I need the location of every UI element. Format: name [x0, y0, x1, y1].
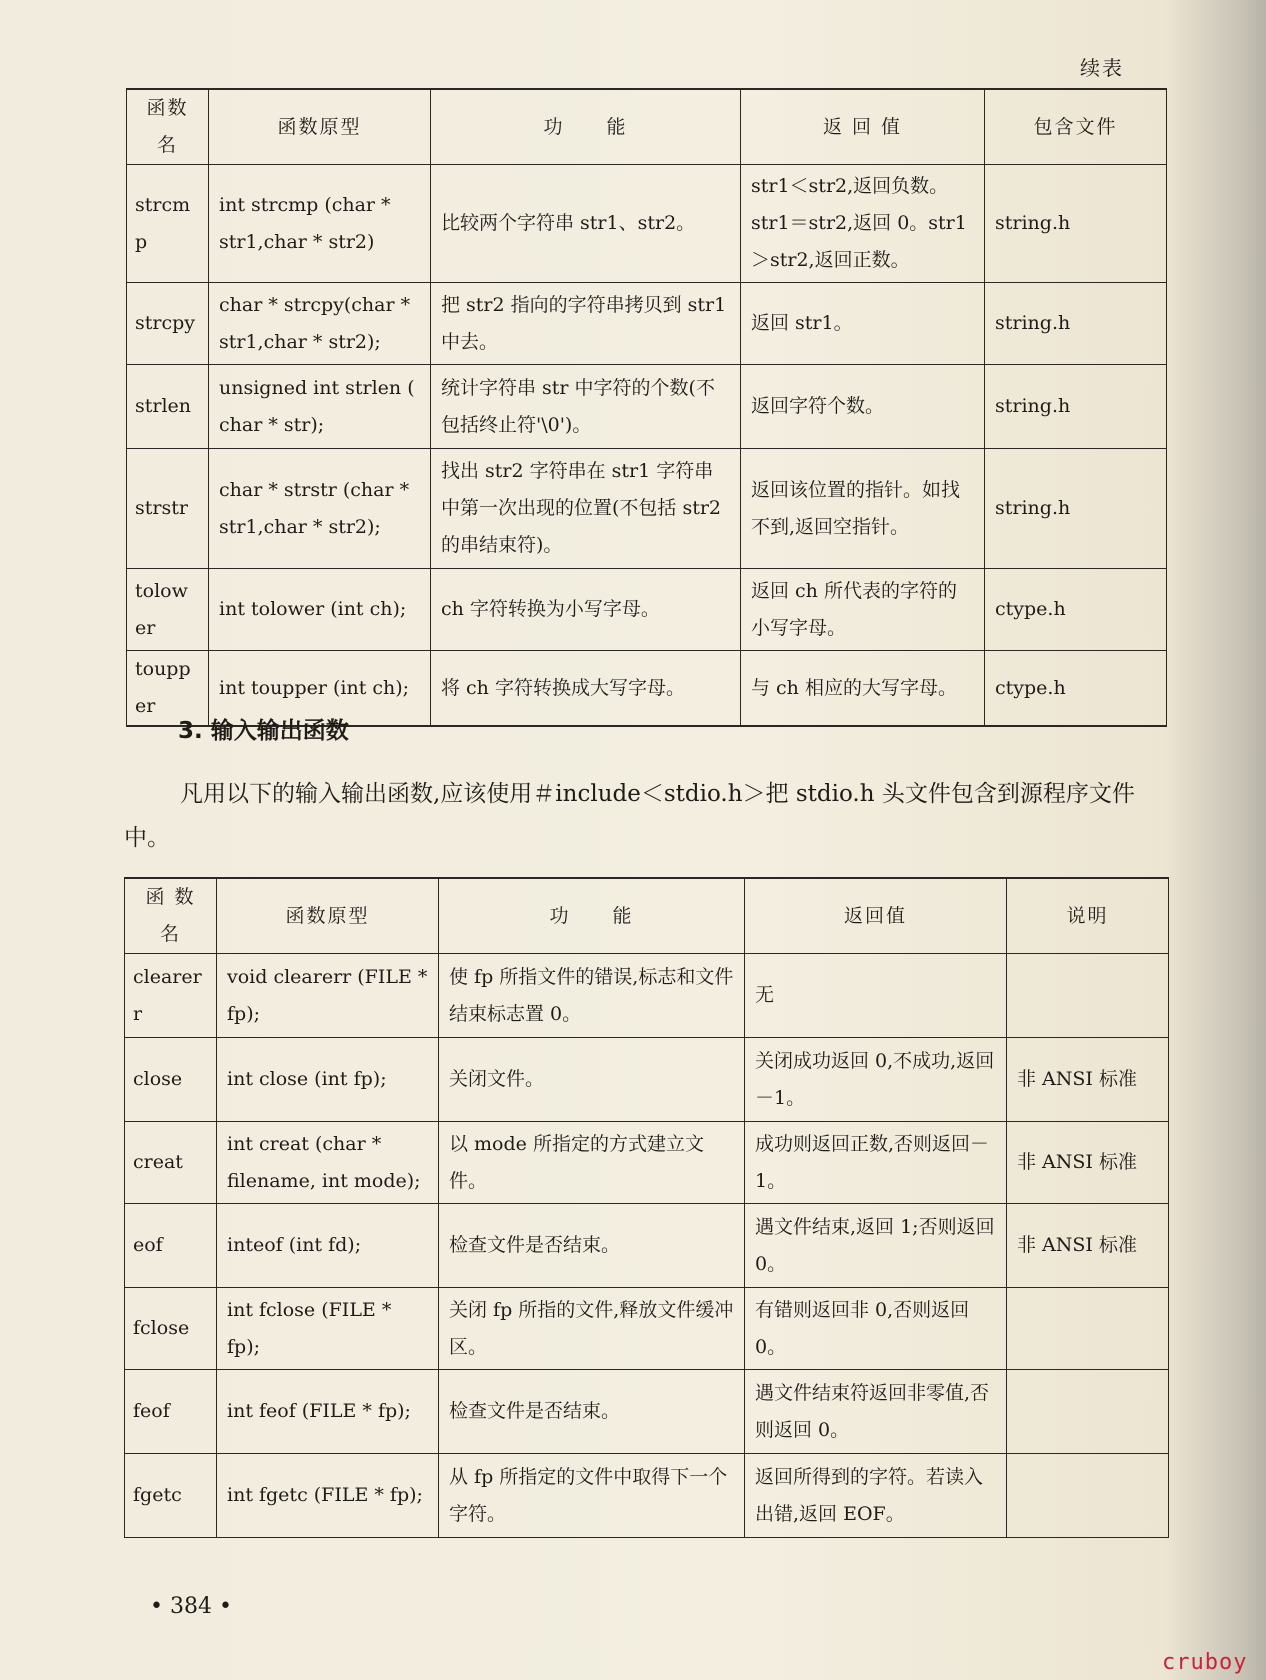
- table-row: [127, 283, 1167, 365]
- page-number: • 384 •: [150, 1594, 232, 1619]
- function-returns: 无: [745, 954, 1007, 1038]
- function-include: ctype.h: [985, 569, 1167, 651]
- table-row: [125, 1122, 1169, 1204]
- table-row: [127, 165, 1167, 283]
- function-description: ch 字符转换为小写字母。: [431, 569, 741, 651]
- function-note: 非 ANSI 标准: [1007, 1122, 1169, 1204]
- header-name: 函数名: [127, 89, 209, 165]
- function-returns: 与 ch 相应的大写字母。: [741, 651, 985, 727]
- function-include: ctype.h: [985, 651, 1167, 727]
- function-note: [1007, 1370, 1169, 1454]
- function-description: 将 ch 字符转换成大写字母。: [431, 651, 741, 727]
- header-note: 说明: [1007, 878, 1169, 954]
- header-name: 函 数 名: [125, 878, 217, 954]
- table-row: [125, 1038, 1169, 1122]
- function-note: [1007, 1288, 1169, 1370]
- watermark: cruboy: [1162, 1650, 1248, 1675]
- function-name: creat: [125, 1122, 217, 1204]
- function-description: 比较两个字符串 str1、str2。: [431, 165, 741, 283]
- table-row: [127, 365, 1167, 449]
- function-returns: 关闭成功返回 0,不成功,返回－1。: [745, 1038, 1007, 1122]
- function-prototype: unsigned int strlen ( char * str);: [209, 365, 431, 449]
- function-name: feof: [125, 1370, 217, 1454]
- function-note: [1007, 1454, 1169, 1538]
- function-include: string.h: [985, 283, 1167, 365]
- function-description: 找出 str2 字符串在 str1 字符串中第一次出现的位置(不包括 str2 的串结束符)。: [431, 449, 741, 569]
- table-row: [125, 1204, 1169, 1288]
- table-row: [125, 1370, 1169, 1454]
- function-prototype: char * strcpy(char * str1,char * str2);: [209, 283, 431, 365]
- function-name: fgetc: [125, 1454, 217, 1538]
- header-function: 功 能: [431, 89, 741, 165]
- table-row: [127, 449, 1167, 569]
- io-functions-table: [124, 877, 1169, 1538]
- function-prototype: int fgetc (FILE * fp);: [217, 1454, 439, 1538]
- function-name: strcpy: [127, 283, 209, 365]
- section-heading: 3. 输入输出函数: [178, 718, 349, 744]
- header-prototype: 函数原型: [209, 89, 431, 165]
- function-prototype: int creat (char * filename, int mode);: [217, 1122, 439, 1204]
- function-description: 检查文件是否结束。: [439, 1204, 745, 1288]
- function-prototype: int tolower (int ch);: [209, 569, 431, 651]
- function-returns: 有错则返回非 0,否则返回 0。: [745, 1288, 1007, 1370]
- function-returns: 返回该位置的指针。如找不到,返回空指针。: [741, 449, 985, 569]
- function-prototype: int toupper (int ch);: [209, 651, 431, 727]
- function-description: 使 fp 所指文件的错误,标志和文件结束标志置 0。: [439, 954, 745, 1038]
- function-description: 统计字符串 str 中字符的个数(不包括终止符'\0')。: [431, 365, 741, 449]
- function-name: tolower: [127, 569, 209, 651]
- header-prototype: 函数原型: [217, 878, 439, 954]
- function-prototype: int feof (FILE * fp);: [217, 1370, 439, 1454]
- function-name: strlen: [127, 365, 209, 449]
- table-row: [125, 1288, 1169, 1370]
- header-function: 功 能: [439, 878, 745, 954]
- function-description: 以 mode 所指定的方式建立文件。: [439, 1122, 745, 1204]
- function-description: 关闭文件。: [439, 1038, 745, 1122]
- function-returns: 成功则返回正数,否则返回－1。: [745, 1122, 1007, 1204]
- function-returns: 遇文件结束符返回非零值,否则返回 0。: [745, 1370, 1007, 1454]
- function-returns: 返回 str1。: [741, 283, 985, 365]
- function-prototype: int strcmp (char * str1,char * str2): [209, 165, 431, 283]
- function-name: clearerr: [125, 954, 217, 1038]
- function-description: 从 fp 所指定的文件中取得下一个字符。: [439, 1454, 745, 1538]
- function-returns: 返回 ch 所代表的字符的小写字母。: [741, 569, 985, 651]
- function-prototype: inteof (int fd);: [217, 1204, 439, 1288]
- table-row: [125, 1454, 1169, 1538]
- table-row: [125, 954, 1169, 1038]
- function-include: string.h: [985, 365, 1167, 449]
- table-header-row: [127, 89, 1167, 165]
- function-name: eof: [125, 1204, 217, 1288]
- function-name: close: [125, 1038, 217, 1122]
- table-row: [127, 569, 1167, 651]
- running-head: 续表: [1080, 56, 1124, 80]
- string-functions-table: [126, 88, 1167, 727]
- function-name: strcmp: [127, 165, 209, 283]
- function-returns: str1＜str2,返回负数。str1＝str2,返回 0。str1＞str2,返回正数。: [741, 165, 985, 283]
- function-prototype: void clearerr (FILE * fp);: [217, 954, 439, 1038]
- table-header-row: [125, 878, 1169, 954]
- header-returns: 返 回 值: [741, 89, 985, 165]
- function-returns: 返回所得到的字符。若读入出错,返回 EOF。: [745, 1454, 1007, 1538]
- header-returns: 返回值: [745, 878, 1007, 954]
- function-include: string.h: [985, 165, 1167, 283]
- function-note: 非 ANSI 标准: [1007, 1038, 1169, 1122]
- function-returns: 遇文件结束,返回 1;否则返回 0。: [745, 1204, 1007, 1288]
- function-prototype: char * strstr (char * str1,char * str2);: [209, 449, 431, 569]
- function-description: 把 str2 指向的字符串拷贝到 str1 中去。: [431, 283, 741, 365]
- function-name: strstr: [127, 449, 209, 569]
- function-prototype: int fclose (FILE * fp);: [217, 1288, 439, 1370]
- function-description: 关闭 fp 所指的文件,释放文件缓冲区。: [439, 1288, 745, 1370]
- section-intro: 凡用以下的输入输出函数,应该使用＃include＜stdio.h＞把 stdio.h 头文件包含到源程序文件中。: [124, 781, 1135, 851]
- function-name: fclose: [125, 1288, 217, 1370]
- function-note: [1007, 954, 1169, 1038]
- function-prototype: int close (int fp);: [217, 1038, 439, 1122]
- function-returns: 返回字符个数。: [741, 365, 985, 449]
- header-include: 包含文件: [985, 89, 1167, 165]
- function-note: 非 ANSI 标准: [1007, 1204, 1169, 1288]
- function-include: string.h: [985, 449, 1167, 569]
- function-name: toupper: [127, 651, 209, 727]
- function-description: 检查文件是否结束。: [439, 1370, 745, 1454]
